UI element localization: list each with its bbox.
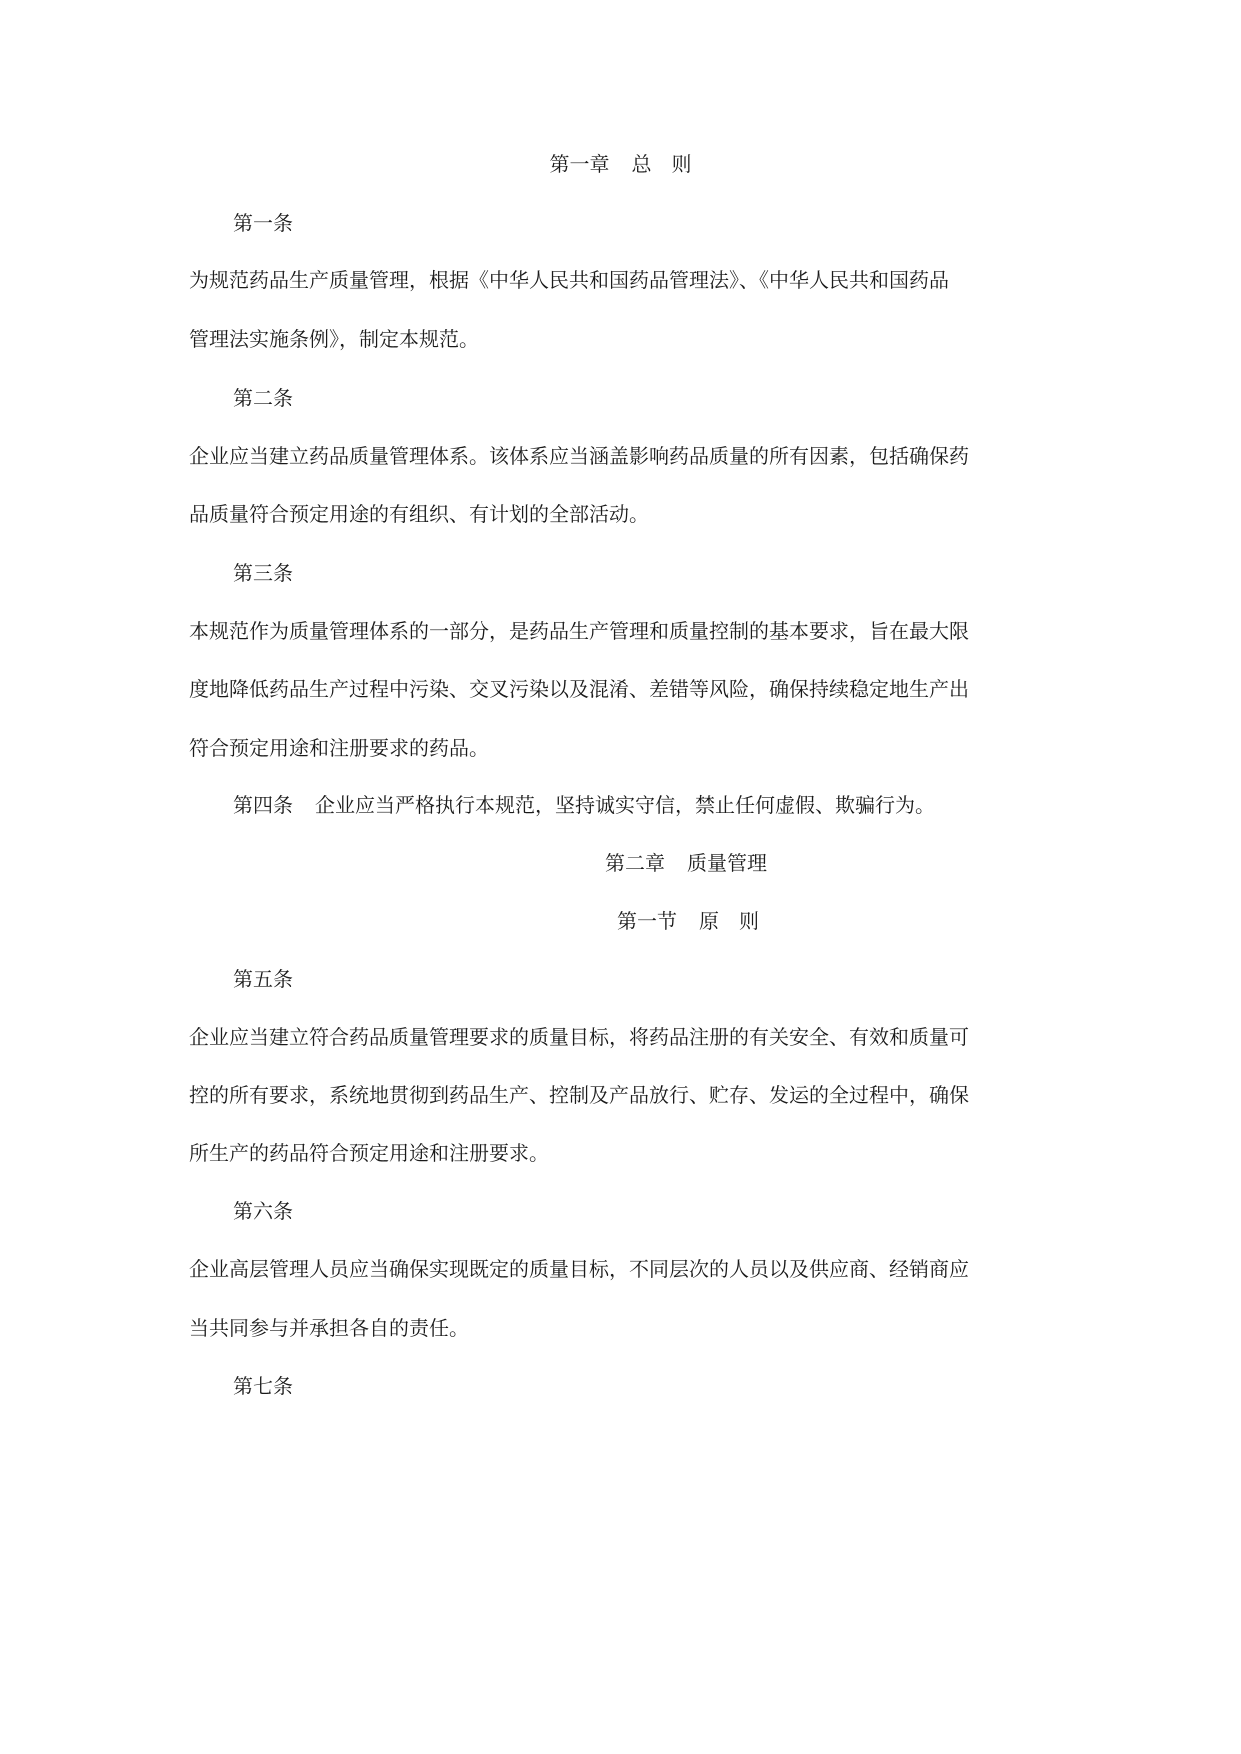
article-text-line: 企业应当建立药品质量管理体系。该体系应当涵盖影响药品质量的所有因素，包括确保药 [189,444,969,468]
article-text-line: 本规范作为质量管理体系的一部分，是药品生产管理和质量控制的基本要求，旨在最大限 [189,619,969,643]
article-text-line: 管理法实施条例》，制定本规范。 [189,327,479,351]
chapter-number: 第一章 [549,152,610,176]
chapter-number: 第二章 [605,851,665,875]
article-text-line: 符合预定用途和注册要求的药品。 [189,736,489,760]
article-label: 第一条 [233,211,293,235]
article-label: 第五条 [233,967,293,991]
section-title: 原 则 [699,909,759,933]
article-text-line: 所生产的药品符合预定用途和注册要求。 [189,1141,549,1165]
article-text-line: 品质量符合预定用途的有组织、有计划的全部活动。 [189,502,649,526]
chapter-heading [0,152,1241,176]
article-text-line: 度地降低药品生产过程中污染、交叉污染以及混淆、差错等风险，确保持续稳定地生产出 [189,677,969,701]
article-inline [233,793,935,817]
article-label: 第四条 [233,793,293,817]
article-text-line: 企业应当建立符合药品质量管理要求的质量目标，将药品注册的有关安全、有效和质量可 [189,1025,969,1049]
article-text-line: 控的所有要求，系统地贯彻到药品生产、控制及产品放行、贮存、发运的全过程中，确保 [189,1083,969,1107]
section-heading [617,909,759,933]
chapter-title: 总 则 [631,152,692,176]
chapter-heading [605,851,767,875]
article-label: 第三条 [233,561,293,585]
section-number: 第一节 [617,909,677,933]
article-label: 第六条 [233,1199,293,1223]
article-text: 企业应当严格执行本规范，坚持诚实守信，禁止任何虚假、欺骗行为。 [315,793,935,817]
article-label: 第七条 [233,1374,293,1398]
article-text-line: 企业高层管理人员应当确保实现既定的质量目标，不同层次的人员以及供应商、经销商应 [189,1257,969,1281]
article-text-line: 为规范药品生产质量管理，根据《中华人民共和国药品管理法》、《中华人民共和国药品 [189,268,949,292]
chapter-title: 质量管理 [687,851,767,875]
article-text-line: 当共同参与并承担各自的责任。 [189,1316,469,1340]
article-label: 第二条 [233,386,293,410]
